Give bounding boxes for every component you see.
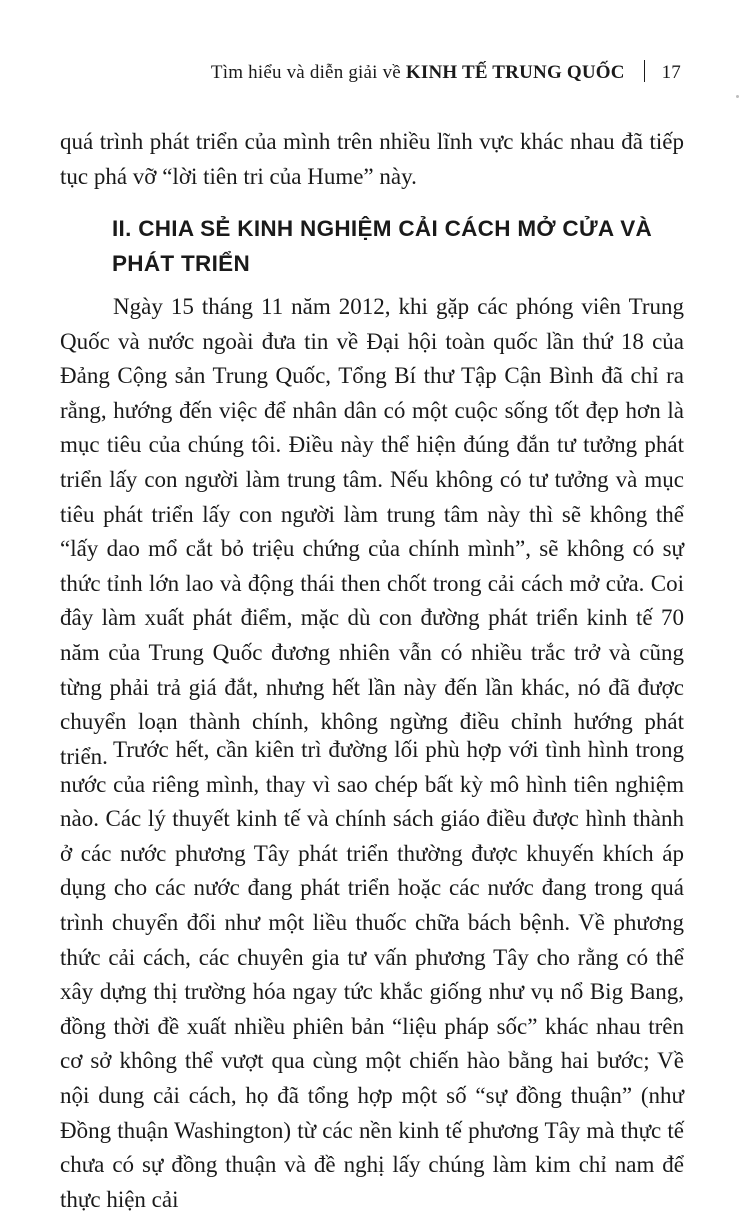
section-paragraph-1: Ngày 15 tháng 11 năm 2012, khi gặp các phóng viên Trung Quốc và nước ngoài đưa tin về Đại hội toàn quốc lần thứ 18 của Đảng Cộng sản Trung Quốc, Tổng Bí thư Tập Cận Bình đã chỉ ra rằng, hướng đến việc để nhân dân có một cuộc sống tốt đẹp hơn là mục tiêu của chúng tôi. Điều này thể hiện đúng đắn tư tưởng phát triển lấy con người làm trung tâm. Nếu không có tư tưởng và mục tiêu phát triển lấy con người làm trung tâm này thì sẽ không thể “lấy dao mổ cắt bỏ triệu chứng của chính mình”, sẽ không có sự thức tỉnh lớn lao và động thái then chốt trong cải cách mở cửa. Coi đây làm xuất phát điểm, mặc dù con đường phát triển kinh tế 70 năm của Trung Quốc đương nhiên vẫn có nhiều trắc trở và cũng từng phải trả giá đắt, nhưng hết lần này đến lần khác, nó đã được chuyển loạn thành chính, không ngừng điều chỉnh hướng phát triển. xyxy=(60,294,684,769)
page-number: 17 xyxy=(661,62,681,83)
intro-paragraph: quá trình phát triển của mình trên nhiều lĩnh vực khác nhau đã tiếp tục phá vỡ “lời tiên tri của Hume” này. xyxy=(60,129,684,189)
header-separator xyxy=(644,60,645,82)
section-heading: II. CHIA SẺ KINH NGHIỆM CẢI CÁCH MỞ CỬA VÀ PHÁT TRIỂN xyxy=(112,216,653,276)
header-book-title: Tìm hiểu và diễn giải về xyxy=(210,62,401,83)
header-book-title-emphasis: KINH TẾ TRUNG QUỐC xyxy=(405,62,625,83)
running-header xyxy=(211,60,681,84)
section-paragraph-1-block xyxy=(60,290,684,774)
margin-mark xyxy=(736,95,739,98)
section-paragraph-2-block xyxy=(60,733,684,1217)
intro-text-block xyxy=(60,125,684,194)
section-paragraph-2: Trước hết, cần kiên trì đường lối phù hợp với tình hình trong nước của riêng mình, thay vì sao chép bất kỳ mô hình tiên nghiệm nào. Các lý thuyết kinh tế và chính sách giáo điều được hình thành ở các nước phương Tây phát triển thường được khuyến khích áp dụng cho các nước đang phát triển hoặc các nước đang trong quá trình chuyển đổi như một liều thuốc chữa bách bệnh. Về phương thức cải cách, các chuyên gia tư vấn phương Tây cho rằng có thể xây dựng thị trường hóa ngay tức khắc giống như vụ nổ Big Bang, đồng thời đề xuất nhiều phiên bản “liệu pháp sốc” khác nhau trên cơ sở không thể vượt qua cùng một chiến hào bằng hai bước; Về nội dung cải cách, họ đã tổng hợp một số “sự đồng thuận” (như Đồng thuận Washington) từ các nền kinh tế phương Tây mà thực tế chưa có sự đồng thuận và đề nghị lấy chúng làm kim chỉ nam để thực hiện cải xyxy=(60,737,684,1212)
